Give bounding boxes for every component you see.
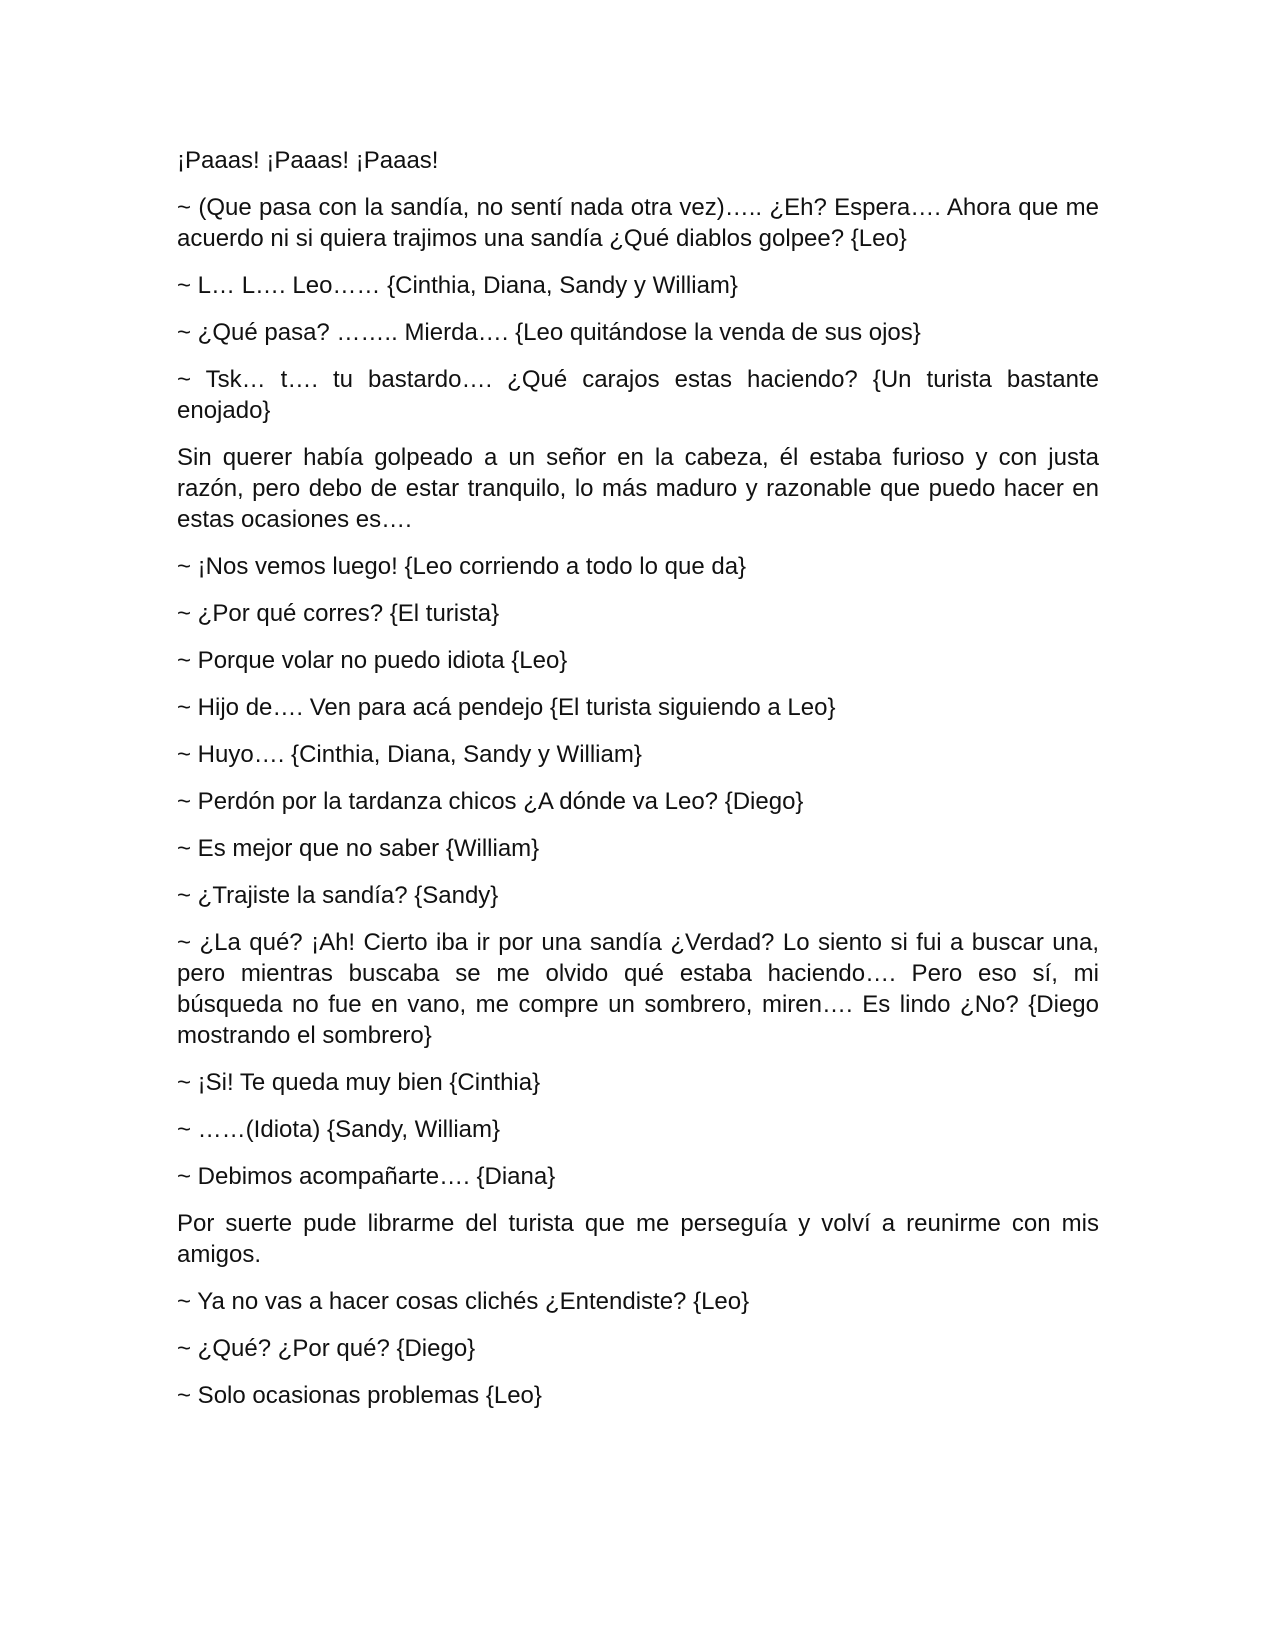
paragraph-21: ~ ¿Qué? ¿Por qué? {Diego} [177, 1335, 476, 1362]
paragraph-1: ¡Paaas! ¡Paaas! ¡Paaas! [177, 147, 439, 174]
paragraph-10: ~ Hijo de…. Ven para acá pendejo {El turista siguiendo a Leo} [177, 694, 836, 721]
paragraph-9: ~ Porque volar no puedo idiota {Leo} [177, 647, 568, 674]
paragraph-3: ~ L… L…. Leo…… {Cinthia, Diana, Sandy y William} [177, 272, 738, 299]
paragraph-2: ~ (Que pasa con la sandía, no sentí nada otra vez)….. ¿Eh? Espera…. Ahora que me acuerdo ni si quiera trajimos una sandía ¿Qué diablos golpee? {Leo} [177, 194, 1099, 252]
paragraph-13: ~ Es mejor que no saber {William} [177, 835, 540, 862]
paragraph-5: ~ Tsk… t…. tu bastardo…. ¿Qué carajos estas haciendo? {Un turista bastante enojado} [177, 366, 1099, 424]
document-body [177, 145, 1099, 1427]
paragraph-15: ~ ¿La qué? ¡Ah! Cierto iba ir por una sandía ¿Verdad? Lo siento si fui a buscar una, pero mientras buscaba se me olvido qué estaba haciendo…. Pero eso sí, mi búsqueda no fue en vano, me compre un sombrero, miren…. Es lindo ¿No? {Diego mostrando el sombrero} [177, 929, 1099, 1049]
paragraph-20: ~ Ya no vas a hacer cosas clichés ¿Entendiste? {Leo} [177, 1288, 750, 1315]
paragraph-18: ~ Debimos acompañarte…. {Diana} [177, 1163, 556, 1190]
paragraph-22: ~ Solo ocasionas problemas {Leo} [177, 1382, 542, 1409]
paragraph-17: ~ ……(Idiota) {Sandy, William} [177, 1116, 501, 1143]
paragraph-11: ~ Huyo…. {Cinthia, Diana, Sandy y William} [177, 741, 642, 768]
paragraph-19: Por suerte pude librarme del turista que me perseguía y volví a reunirme con mis amigos. [177, 1210, 1099, 1268]
paragraph-7: ~ ¡Nos vemos luego! {Leo corriendo a todo lo que da} [177, 553, 747, 580]
paragraph-16: ~ ¡Si! Te queda muy bien {Cinthia} [177, 1069, 541, 1096]
paragraph-4: ~ ¿Qué pasa? …….. Mierda…. {Leo quitándose la venda de sus ojos} [177, 319, 921, 346]
paragraph-12: ~ Perdón por la tardanza chicos ¿A dónde va Leo? {Diego} [177, 788, 804, 815]
paragraph-14: ~ ¿Trajiste la sandía? {Sandy} [177, 882, 499, 909]
paragraph-8: ~ ¿Por qué corres? {El turista} [177, 600, 500, 627]
paragraph-6: Sin querer había golpeado a un señor en la cabeza, él estaba furioso y con justa razón, pero debo de estar tranquilo, lo más maduro y razonable que puedo hacer en estas ocasiones es…. [177, 444, 1099, 533]
